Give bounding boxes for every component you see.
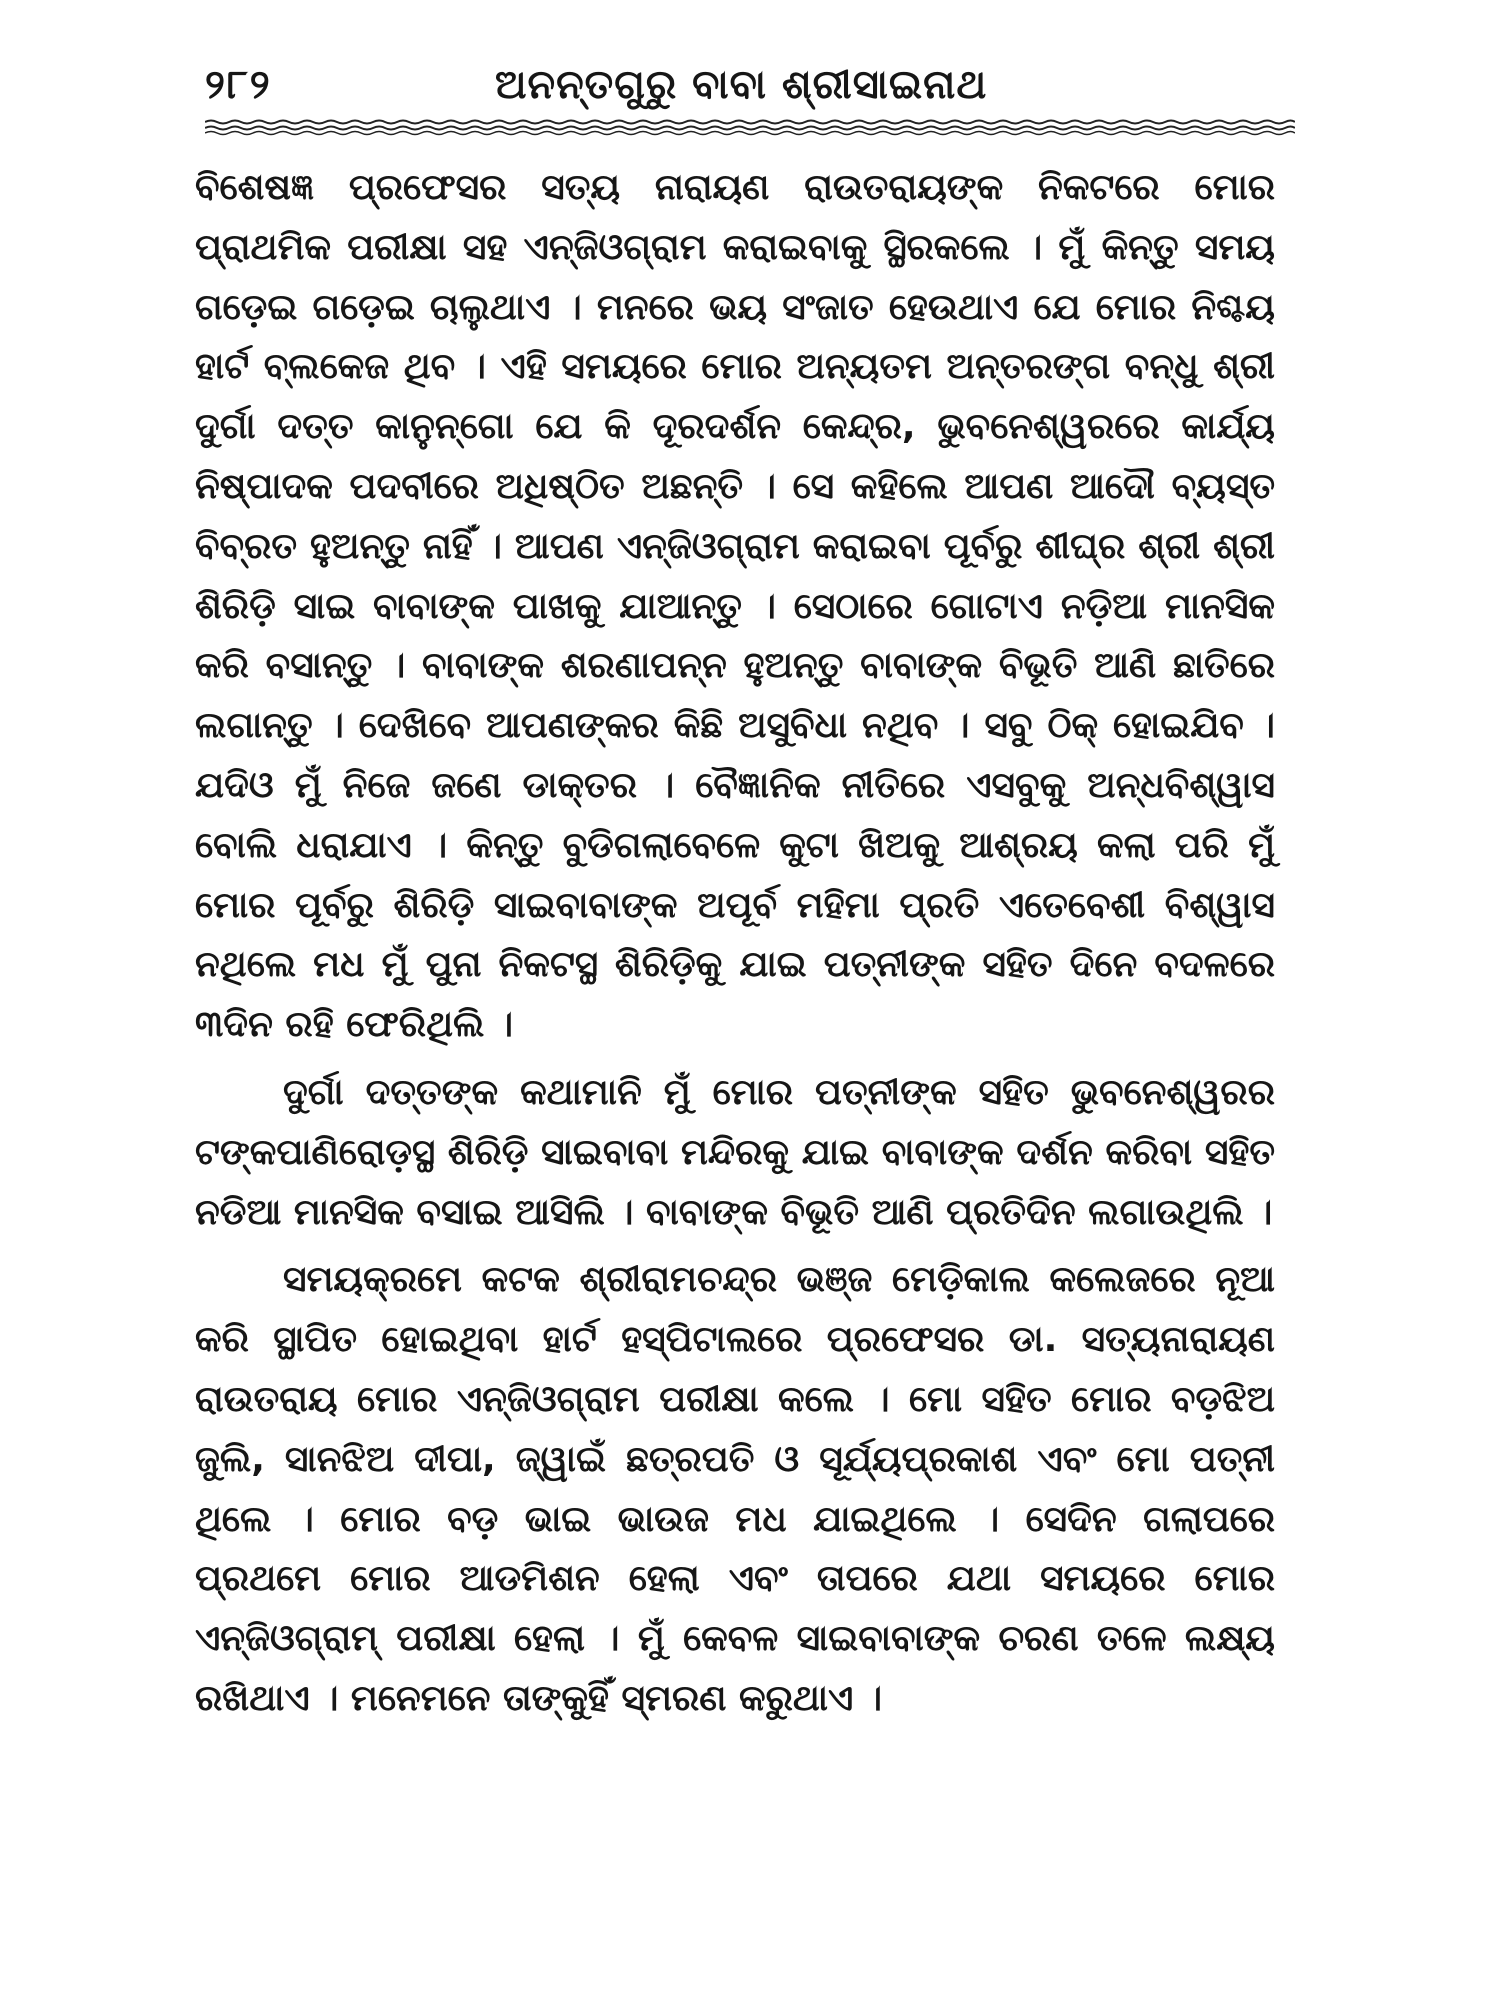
- paragraph-1: ବିଶେଷଜ୍ଞ ପ୍ରଫେସର ସତ୍ୟ ନାରାୟଣ ରାଉତରାୟଙ୍କ ନିକଟରେ ମୋର ପ୍ରାଥମିକ ପରୀକ୍ଷା ସହ ଏନ୍‌ଜିଓଗ୍ରାମ କରାଇବାକୁ ସ୍ଥିରକଲେ । ମୁଁ କିନ୍ତୁ ସମୟ ଗଡ଼େଇ ଗଡ଼େଇ ଚାଲୁଥାଏ । ମନରେ ଭୟ ସଂଜାତ ହେଉଥାଏ ଯେ ମୋର ନିଶ୍ଚୟ ହାର୍ଟ ବ୍ଲକେଜ ଥିବ । ଏହି ସମୟରେ ମୋର ଅନ୍ୟତମ ଅନ୍ତରଙ୍ଗ ବନ୍ଧୁ ଶ୍ରୀ ଦୁର୍ଗା ଦତ୍ତ କାନୁନ୍‌ଗୋ ଯେ କି ଦୂରଦର୍ଶନ କେନ୍ଦ୍ର, ଭୁବନେଶ୍ୱରରେ କାର୍ଯ୍ୟ ନିଷ୍ପାଦକ ପଦବୀରେ ଅଧିଷ୍ଠିତ ଅଛନ୍ତି । ସେ କହିଲେ ଆପଣ ଆଦୌ ବ୍ୟସ୍ତ ବିବ୍ରତ ହୁଅନ୍ତୁ ନାହିଁ । ଆପଣ ଏନ୍‌ଜିଓଗ୍ରାମ କରାଇବା ପୂର୍ବରୁ ଶୀଘ୍ର ଶ୍ରୀ ଶ୍ରୀ ଶିରିଡ଼ି ସାଇ ବାବାଙ୍କ ପାଖକୁ ଯାଆନ୍ତୁ । ସେଠାରେ ଗୋଟାଏ ନଡ଼ିଆ ମାନସିକ କରି ବସାନ୍ତୁ । ବାବାଙ୍କ ଶରଣାପନ୍ନ ହୁଅନ୍ତୁ ବାବାଙ୍କ ବିଭୂତି ଆଣି ଛାତିରେ ଲଗାନ୍ତୁ । ଦେଖିବେ ଆପଣଙ୍କର କିଛି ଅସୁବିଧା ନଥିବ । ସବୁ ଠିକ୍ ହୋଇଯିବ । ଯଦିଓ ମୁଁ ନିଜେ ଜଣେ ଡାକ୍ତର । ବୈଜ୍ଞାନିକ ନୀତିରେ ଏସବୁକୁ ଅନ୍ଧବିଶ୍ୱାସ ବୋଲି ଧରାଯାଏ । କିନ୍ତୁ ବୁଡିଗଲାବେଳେ କୁଟା ଖିଅକୁ ଆଶ୍ରୟ କଲା ପରି ମୁଁ ମୋର ପୂର୍ବରୁ ଶିରିଡ଼ି ସାଇବାବାଙ୍କ ଅପୂର୍ବ ମହିମା ପ୍ରତି ଏତେବେଶୀ ବିଶ୍ୱାସ ନଥିଲେ ମଧ ମୁଁ ପୁନା ନିକଟସ୍ଥ ଶିରିଡ଼ିକୁ ଯାଇ ପତ୍ନୀଙ୍କ ସହିତ ଦିନେ ବଦଳରେ ୩ଦିନ ରହି ଫେରିଥିଲି ।: [195, 167, 1275, 1046]
- paragraph-2: ଦୁର୍ଗା ଦତ୍ତଙ୍କ କଥାମାନି ମୁଁ ମୋର ପତ୍ନୀଙ୍କ ସହିତ ଭୁବନେଶ୍ୱରର ଟଙ୍କପାଣିରୋଡ଼ସ୍ଥ ଶିରିଡ଼ି ସାଇବାବା ମନ୍ଦିରକୁ ଯାଇ ବାବାଙ୍କ ଦର୍ଶନ କରିବା ସହିତ ନଡିଆ ମାନସିକ ବସାଇ ଆସିଲି । ବାବାଙ୍କ ବିଭୂତି ଆଣି ପ୍ରତିଦିନ ଲଗାଉଥିଲି ।: [195, 1071, 1275, 1233]
- running-header: [195, 58, 1295, 118]
- page-number: ୨୮୨: [205, 62, 272, 108]
- paragraph-3: ସମୟକ୍ରମେ କଟକ ଶ୍ରୀରାମଚନ୍ଦ୍ର ଭଞ୍ଜ ମେଡ଼ିକାଲ କଲେଜରେ ନୂଆ କରି ସ୍ଥାପିତ ହୋଇଥିବା ହାର୍ଟ ହସ୍‌ପିଟାଲରେ ପ୍ରଫେସର ଡା. ସତ୍ୟନାରାୟଣ ରାଉତରାୟ ମୋର ଏନ୍‌ଜିଓଗ୍ରାମ ପରୀକ୍ଷା କଲେ । ମୋ ସହିତ ମୋର ବଡ଼ଝିଅ ଜୁଲି, ସାନଝିଅ ଦୀପା, ଜ୍ୱାଇଁ ଛତ୍ରପତି ଓ ସୂର୍ଯ୍ୟପ୍ରକାଶ ଏବଂ ମୋ ପତ୍ନୀ ଥିଲେ । ମୋର ବଡ଼ ଭାଇ ଭାଉଜ ମଧ ଯାଇଥିଲେ । ସେଦିନ ଗଲାପରେ ପ୍ରଥମେ ମୋର ଆଡମିଶନ ହେଲା ଏବଂ ତାପରେ ଯଥା ସମୟରେ ମୋର ଏନ୍‌ଜିଓଗ୍ରାମ୍ ପରୀକ୍ଷା ହେଲା । ମୁଁ କେବଳ ସାଇବାବାଙ୍କ ଚରଣ ତଳେ ଲକ୍ଷ୍ୟ ରଖିଥାଏ । ମନେମନେ ତାଙ୍କୁହିଁ ସ୍ମରଣ କରୁଥାଏ ।: [195, 1259, 1275, 1719]
- decorative-rule: [205, 118, 1295, 136]
- body-text: [195, 158, 1275, 1729]
- book-title: ଅନନ୍ତଗୁରୁ ବାବା ଶ୍ରୀସାଇନାଥ: [495, 62, 988, 108]
